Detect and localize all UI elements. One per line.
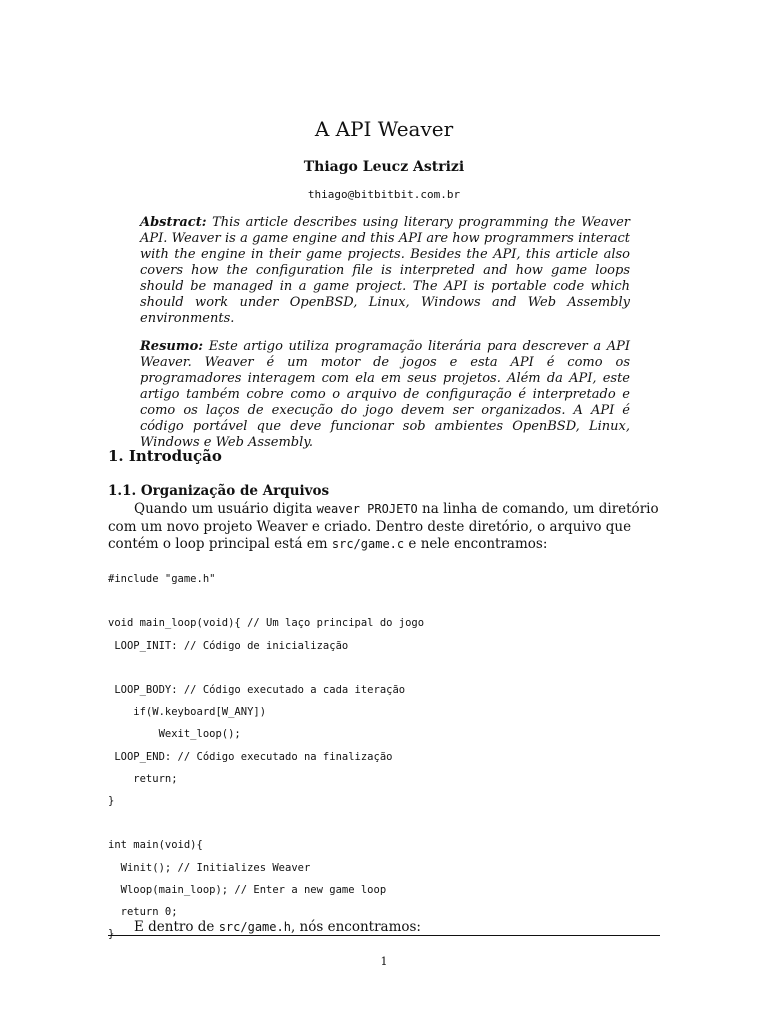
code-listing-game-c: #include "game.h" void main_loop(void){ // Um laço principal do jogo LOOP_INIT: // Código de inicialização LOOP_BODY: // Código executado a cada iteração if(W.keyboard[W_ANY]) Wexit_loop(); LOOP_END: // Código executado na finalização return; } int main(void){ Winit(); // Initializes Weaver Wloop(main_loop); // Enter a new game loop return 0; } [108,573,425,941]
paragraph-header-file [108,919,660,937]
paragraph-text: na linha de comando, um diretório com um novo projeto Weaver e criado. Dentro deste diretório, o arquivo que contém o loop principal está em [108,501,659,552]
abstract-label: Abstract: [140,215,207,230]
resumo-label: Resumo: [140,339,204,354]
footer-rule [108,935,660,936]
author-email: thiago@bitbitbit.com.br [307,188,461,201]
resumo-text: Este artigo utiliza programação literária para descrever a API Weaver. Weaver é um motor de jogos e esta API é como os programadores interagem com ela em seus projetos. Além da API, este artigo também cobre como o arquivo de configuração é interpretado e como os laços de execução do jogo devem ser organizados. A API é código portável que deve funcionar sob ambientes OpenBSD, Linux, Windows e Web Assembly. [140,339,630,450]
author-name: Thiago Leucz Astrizi [303,159,465,175]
section-heading-introducao: 1. Introdução [108,447,222,465]
page-number: 1 [380,955,388,968]
subsection-heading-organizacao: 1.1. Organização de Arquivos [108,483,330,499]
paragraph-text: E dentro de [134,919,219,935]
abstract-text: This article describes using literary programming the Weaver API. Weaver is a game engine and this API are how programmers interact with the engine in their game projects. Besides the API, this article also covers how the configuration file is interpreted and how game loops should be managed in a game project. The API is portable code which should work under OpenBSD, Linux, Windows and Web Assembly environments. [140,215,630,326]
inline-code-filename: src/game.c [331,537,405,551]
paragraph-text: Quando um usuário digita [134,501,317,517]
inline-code-filename: src/game.h [218,920,291,934]
inline-code-command: weaver PROJETO [316,502,418,516]
paragraph-intro [108,501,660,554]
paper-title: A API Weaver [314,117,454,141]
paragraph-text: , nós encontramos: [290,919,421,935]
abstract-portuguese [140,339,630,451]
abstract-english [140,215,630,327]
paragraph-text: e nele encontramos: [404,536,548,552]
